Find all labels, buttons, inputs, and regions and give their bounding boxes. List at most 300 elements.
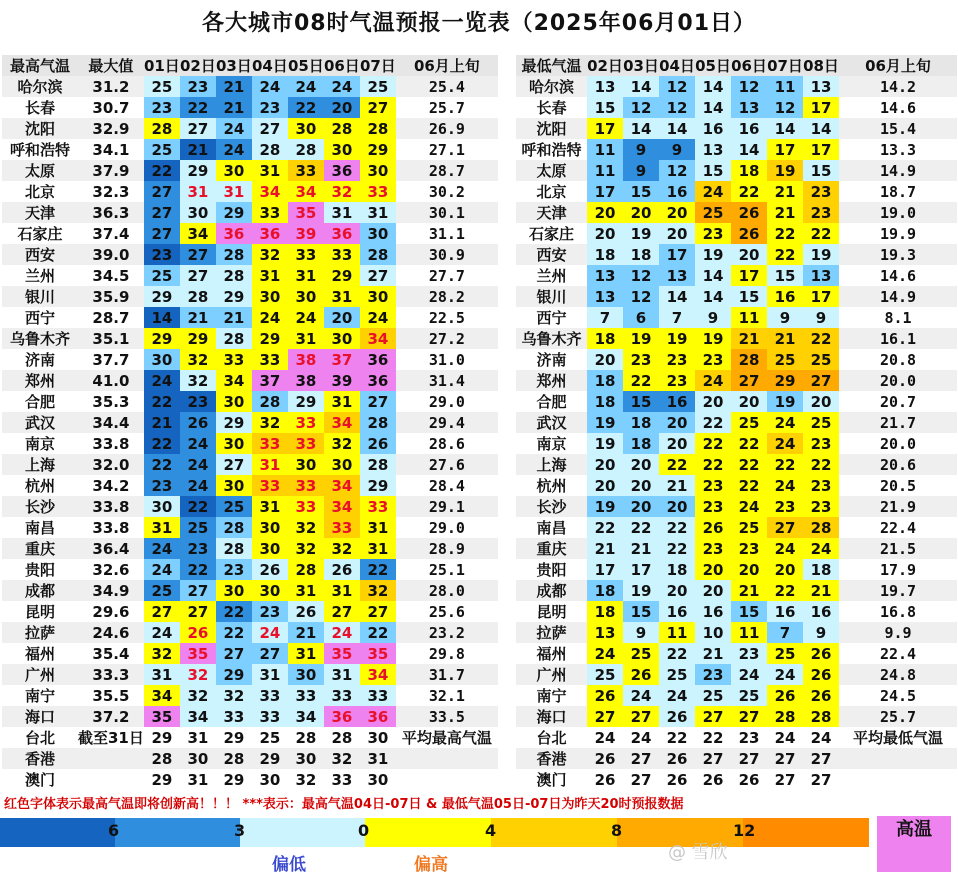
city-name: 西宁 xyxy=(2,307,78,328)
max-temp-cell: 20 xyxy=(324,97,360,118)
max-table-row xyxy=(2,160,498,181)
min-table-row xyxy=(516,139,957,160)
min-temp-cell: 20 xyxy=(731,559,767,580)
min-temp-cell: 27 xyxy=(587,706,623,727)
min-temp-cell: 16 xyxy=(659,181,695,202)
record-max-value: 34.2 xyxy=(78,475,144,496)
min-table-row xyxy=(516,412,957,433)
max-temp-cell: 30 xyxy=(288,286,324,307)
min-temp-cell: 18 xyxy=(587,370,623,391)
dekad-average: 25.7 xyxy=(839,706,957,727)
min-header-cell: 08日 xyxy=(803,57,839,75)
min-temp-cell: 20 xyxy=(695,559,731,580)
min-temp-cell: 22 xyxy=(767,454,803,475)
max-temp-cell: 32 xyxy=(252,244,288,265)
dekad-average: 20.5 xyxy=(839,475,957,496)
record-max-value: 37.9 xyxy=(78,160,144,181)
min-temp-cell: 26 xyxy=(731,202,767,223)
max-header-cell: 06月上旬 xyxy=(396,55,498,76)
min-temp-cell: 20 xyxy=(659,412,695,433)
min-temp-cell: 22 xyxy=(587,517,623,538)
max-temp-cell: 36 xyxy=(360,706,396,727)
max-temp-cell: 31 xyxy=(252,496,288,517)
max-temp-cell: 25 xyxy=(144,265,180,286)
min-temp-cell: 28 xyxy=(803,517,839,538)
min-temp-cell: 20 xyxy=(587,454,623,475)
dekad-average: 32.1 xyxy=(396,685,498,706)
min-temp-cell: 17 xyxy=(623,559,659,580)
city-name: 台北 xyxy=(516,727,587,748)
min-temp-cell: 24 xyxy=(695,181,731,202)
min-temp-cell: 17 xyxy=(587,559,623,580)
record-max-value: 32.6 xyxy=(78,559,144,580)
city-name: 拉萨 xyxy=(2,622,78,643)
min-temp-cell: 17 xyxy=(803,97,839,118)
min-temp-cell: 22 xyxy=(623,517,659,538)
min-temp-cell: 21 xyxy=(767,328,803,349)
dekad-average: 8.1 xyxy=(839,307,957,328)
min-temp-cell: 11 xyxy=(767,76,803,97)
max-temp-cell: 33 xyxy=(288,475,324,496)
min-temp-cell: 24 xyxy=(767,412,803,433)
max-temp-cell: 26 xyxy=(180,412,216,433)
max-temp-cell: 31 xyxy=(360,517,396,538)
max-temp-cell: 36 xyxy=(324,223,360,244)
min-temp-cell: 17 xyxy=(803,139,839,160)
min-temp-cell: 10 xyxy=(695,622,731,643)
min-temp-cell: 19 xyxy=(623,580,659,601)
max-temp-cell: 33 xyxy=(252,706,288,727)
max-table-row xyxy=(2,433,498,454)
max-temp-cell: 21 xyxy=(216,97,252,118)
min-temp-cell: 26 xyxy=(587,685,623,706)
legend-tick-12: 12 xyxy=(733,821,756,840)
legend-low-label: 偏低 xyxy=(272,855,306,875)
max-temp-cell: 31 xyxy=(360,202,396,223)
dekad-average: 14.6 xyxy=(839,97,957,118)
max-temp-cell: 35 xyxy=(180,643,216,664)
max-temp-cell: 31 xyxy=(360,748,396,769)
max-temp-cell: 29 xyxy=(144,769,180,790)
max-table-row xyxy=(2,181,498,202)
min-temp-cell: 27 xyxy=(623,748,659,769)
city-name: 济南 xyxy=(516,349,587,370)
max-header-cell: 05日 xyxy=(287,57,324,75)
dekad-average: 25.1 xyxy=(396,559,498,580)
max-temp-cell: 35 xyxy=(288,202,324,223)
dekad-average: 19.0 xyxy=(839,202,957,223)
dekad-average: 17.9 xyxy=(839,559,957,580)
max-temp-cell: 30 xyxy=(252,286,288,307)
min-temp-cell: 11 xyxy=(731,622,767,643)
record-max-value: 37.7 xyxy=(78,349,144,370)
dekad-average: 19.9 xyxy=(839,223,957,244)
dekad-average: 22.4 xyxy=(839,643,957,664)
city-name: 成都 xyxy=(516,580,587,601)
min-temp-cell: 26 xyxy=(731,769,767,790)
min-temp-cell: 19 xyxy=(803,244,839,265)
max-temp-cell: 36 xyxy=(360,349,396,370)
record-max-value: 39.0 xyxy=(78,244,144,265)
max-temp-cell: 25 xyxy=(144,139,180,160)
city-name: 银川 xyxy=(2,286,78,307)
max-temp-cell: 27 xyxy=(144,181,180,202)
min-temp-cell: 15 xyxy=(731,601,767,622)
min-table-row xyxy=(516,76,957,97)
record-max-value: 35.3 xyxy=(78,391,144,412)
min-temp-cell: 13 xyxy=(695,139,731,160)
max-header-row xyxy=(2,55,498,76)
record-max-value: 41.0 xyxy=(78,370,144,391)
min-temp-cell: 24 xyxy=(767,433,803,454)
min-temp-cell: 23 xyxy=(803,496,839,517)
city-name: 郑州 xyxy=(516,370,587,391)
legend-tick-3: 3 xyxy=(234,821,246,840)
city-name: 天津 xyxy=(2,202,78,223)
dekad-average: 平均最高气温 xyxy=(396,727,498,748)
min-temp-cell: 18 xyxy=(731,160,767,181)
min-temp-cell: 24 xyxy=(803,727,839,748)
min-temp-cell: 23 xyxy=(803,433,839,454)
min-temp-cell: 18 xyxy=(587,601,623,622)
min-temp-cell: 23 xyxy=(803,181,839,202)
city-name: 昆明 xyxy=(2,601,78,622)
max-temp-cell: 33 xyxy=(324,685,360,706)
min-temp-cell: 13 xyxy=(803,76,839,97)
max-temp-cell: 33 xyxy=(216,349,252,370)
min-temp-cell: 26 xyxy=(659,706,695,727)
city-name: 北京 xyxy=(516,181,587,202)
dekad-average: 20.0 xyxy=(839,433,957,454)
min-temp-cell: 21 xyxy=(767,202,803,223)
dekad-average: 16.1 xyxy=(839,328,957,349)
min-temp-cell: 9 xyxy=(767,307,803,328)
city-name: 兰州 xyxy=(516,265,587,286)
max-temp-cell: 28 xyxy=(252,139,288,160)
min-temp-cell: 20 xyxy=(587,202,623,223)
min-table-row xyxy=(516,97,957,118)
min-temp-cell: 28 xyxy=(803,706,839,727)
max-temp-cell: 27 xyxy=(360,97,396,118)
min-temp-cell: 18 xyxy=(587,328,623,349)
min-temp-cell: 23 xyxy=(803,202,839,223)
min-temp-cell: 22 xyxy=(695,727,731,748)
min-temp-cell: 20 xyxy=(587,223,623,244)
max-table-row xyxy=(2,475,498,496)
max-temp-cell: 32 xyxy=(144,643,180,664)
max-temp-cell: 31 xyxy=(324,391,360,412)
min-temp-cell: 25 xyxy=(803,349,839,370)
dekad-average: 13.3 xyxy=(839,139,957,160)
min-temp-cell: 12 xyxy=(731,76,767,97)
min-table-row xyxy=(516,622,957,643)
dekad-average: 29.8 xyxy=(396,643,498,664)
min-temp-cell: 14 xyxy=(731,139,767,160)
max-temp-cell: 31 xyxy=(180,727,216,748)
max-temp-cell: 30 xyxy=(360,223,396,244)
min-temp-cell: 20 xyxy=(587,349,623,370)
min-temp-cell: 13 xyxy=(587,265,623,286)
min-temp-cell: 27 xyxy=(803,370,839,391)
max-temp-cell: 30 xyxy=(324,328,360,349)
max-temp-cell: 32 xyxy=(252,412,288,433)
city-name: 南昌 xyxy=(2,517,78,538)
max-temp-cell: 34 xyxy=(324,412,360,433)
max-temp-cell: 28 xyxy=(216,328,252,349)
max-table-row xyxy=(2,391,498,412)
max-temp-cell: 24 xyxy=(216,118,252,139)
dekad-average: 20.0 xyxy=(839,370,957,391)
max-temp-cell: 31 xyxy=(288,265,324,286)
max-temp-cell: 31 xyxy=(180,769,216,790)
max-temp-cell: 30 xyxy=(180,748,216,769)
min-temp-cell: 24 xyxy=(767,727,803,748)
min-temp-cell: 26 xyxy=(659,769,695,790)
min-temp-cell: 17 xyxy=(803,286,839,307)
max-temp-cell: 37 xyxy=(252,370,288,391)
max-temp-cell: 27 xyxy=(252,118,288,139)
min-temp-cell: 27 xyxy=(731,706,767,727)
max-temp-cell: 23 xyxy=(180,76,216,97)
legend-band-above-12 xyxy=(743,818,869,847)
min-temp-cell: 27 xyxy=(623,706,659,727)
record-max-value: 35.4 xyxy=(78,643,144,664)
min-temp-cell: 15 xyxy=(623,391,659,412)
city-name: 天津 xyxy=(516,202,587,223)
max-table-row xyxy=(2,643,498,664)
max-temp-cell: 25 xyxy=(180,517,216,538)
dekad-average: 28.6 xyxy=(396,433,498,454)
city-name: 长春 xyxy=(516,97,587,118)
max-temp-cell: 24 xyxy=(144,538,180,559)
max-temp-cell: 22 xyxy=(360,622,396,643)
min-temp-cell: 17 xyxy=(731,265,767,286)
min-temp-cell: 13 xyxy=(803,265,839,286)
city-name: 香港 xyxy=(516,748,587,769)
max-temp-cell: 30 xyxy=(216,391,252,412)
max-header-cell: 03日 xyxy=(215,57,252,75)
min-temp-cell: 26 xyxy=(803,664,839,685)
city-name: 呼和浩特 xyxy=(516,139,587,160)
max-temp-cell: 33 xyxy=(288,160,324,181)
max-table-row xyxy=(2,622,498,643)
max-temp-cell: 36 xyxy=(324,160,360,181)
legend-band-below-3 xyxy=(115,818,240,847)
max-temp-cell: 30 xyxy=(252,580,288,601)
min-temp-cell: 22 xyxy=(731,181,767,202)
min-temp-cell: 19 xyxy=(767,160,803,181)
max-table-row xyxy=(2,307,498,328)
city-name: 武汉 xyxy=(2,412,78,433)
max-temp-cell: 22 xyxy=(288,97,324,118)
city-name: 澳门 xyxy=(516,769,587,790)
dekad-average: 14.2 xyxy=(839,76,957,97)
max-temp-cell: 24 xyxy=(252,307,288,328)
max-temp-cell: 31 xyxy=(252,265,288,286)
max-table-row xyxy=(2,97,498,118)
max-temp-cell: 32 xyxy=(324,538,360,559)
max-temp-cell: 31 xyxy=(216,181,252,202)
dekad-average: 33.5 xyxy=(396,706,498,727)
min-temp-cell: 22 xyxy=(659,538,695,559)
min-table-row xyxy=(516,601,957,622)
min-temp-cell: 23 xyxy=(623,349,659,370)
city-name: 昆明 xyxy=(516,601,587,622)
record-max-value xyxy=(78,769,144,790)
min-temp-cell: 22 xyxy=(767,244,803,265)
min-temp-cell: 14 xyxy=(695,265,731,286)
city-name: 重庆 xyxy=(516,538,587,559)
min-temp-cell: 9 xyxy=(623,160,659,181)
max-temp-cell: 33 xyxy=(360,496,396,517)
min-table-row xyxy=(516,559,957,580)
max-table-row xyxy=(2,370,498,391)
min-temp-cell: 18 xyxy=(587,391,623,412)
min-temp-cell: 21 xyxy=(659,475,695,496)
min-temp-cell: 26 xyxy=(587,769,623,790)
max-temp-cell: 28 xyxy=(360,454,396,475)
max-temp-cell: 22 xyxy=(216,622,252,643)
max-temp-cell: 36 xyxy=(216,223,252,244)
city-name: 呼和浩特 xyxy=(2,139,78,160)
max-temp-cell: 29 xyxy=(144,727,180,748)
max-temp-cell: 21 xyxy=(144,412,180,433)
max-table-row xyxy=(2,601,498,622)
max-temp-cell: 21 xyxy=(216,307,252,328)
max-temp-cell: 30 xyxy=(180,202,216,223)
min-temp-cell: 17 xyxy=(587,118,623,139)
max-temp-cell: 33 xyxy=(360,685,396,706)
min-temp-cell: 25 xyxy=(803,412,839,433)
max-temp-cell: 24 xyxy=(180,454,216,475)
min-temp-cell: 23 xyxy=(695,538,731,559)
dekad-average: 30.2 xyxy=(396,181,498,202)
max-temp-cell: 32 xyxy=(360,580,396,601)
dekad-average: 27.6 xyxy=(396,454,498,475)
max-temp-cell: 25 xyxy=(216,496,252,517)
max-temp-cell: 30 xyxy=(288,454,324,475)
min-temp-cell: 18 xyxy=(623,433,659,454)
max-temp-cell: 30 xyxy=(216,160,252,181)
min-temp-cell: 9 xyxy=(623,622,659,643)
max-temp-cell: 34 xyxy=(144,685,180,706)
max-temp-cell: 28 xyxy=(324,118,360,139)
min-temp-cell: 21 xyxy=(803,580,839,601)
dekad-average: 19.7 xyxy=(839,580,957,601)
min-temp-cell: 14 xyxy=(695,286,731,307)
dekad-average xyxy=(839,769,957,790)
legend-band-below-6 xyxy=(0,818,115,847)
legend-tick-6: 6 xyxy=(108,821,120,840)
max-temp-cell: 25 xyxy=(252,727,288,748)
max-temp-table xyxy=(2,55,498,790)
dekad-average: 14.9 xyxy=(839,160,957,181)
min-temp-cell: 24 xyxy=(767,664,803,685)
min-temp-cell: 14 xyxy=(803,118,839,139)
city-name: 哈尔滨 xyxy=(2,76,78,97)
max-temp-cell: 31 xyxy=(324,664,360,685)
min-temp-cell: 26 xyxy=(623,664,659,685)
max-temp-cell: 22 xyxy=(144,160,180,181)
min-temp-cell: 21 xyxy=(587,538,623,559)
max-header-cell: 04日 xyxy=(251,57,288,75)
dekad-average: 28.9 xyxy=(396,538,498,559)
record-max-value: 31.2 xyxy=(78,76,144,97)
min-temp-cell: 23 xyxy=(695,664,731,685)
max-temp-cell: 30 xyxy=(252,538,288,559)
legend-tick-4: 4 xyxy=(485,821,497,840)
min-temp-cell: 26 xyxy=(587,748,623,769)
max-temp-cell: 22 xyxy=(180,496,216,517)
max-header-cell: 01日 xyxy=(143,57,180,75)
dekad-average: 31.4 xyxy=(396,370,498,391)
max-temp-cell: 34 xyxy=(360,328,396,349)
city-name: 西安 xyxy=(2,244,78,265)
max-table-row xyxy=(2,664,498,685)
city-name: 石家庄 xyxy=(2,223,78,244)
min-table-row xyxy=(516,643,957,664)
max-temp-cell: 35 xyxy=(360,643,396,664)
dekad-average: 22.4 xyxy=(839,517,957,538)
min-temp-cell: 22 xyxy=(731,433,767,454)
min-temp-cell: 27 xyxy=(803,748,839,769)
record-max-value: 34.4 xyxy=(78,412,144,433)
max-temp-cell: 29 xyxy=(252,328,288,349)
min-temp-cell: 14 xyxy=(695,76,731,97)
footnote: 红色字体表示最高气温即将创新高！！！ ***表示：最高气温04日-07日 & 最低气温05日-07日为昨天20时预报数据 xyxy=(4,797,684,812)
max-temp-cell: 25 xyxy=(144,580,180,601)
min-temp-cell: 16 xyxy=(659,391,695,412)
record-max-value: 33.8 xyxy=(78,496,144,517)
min-temp-cell: 25 xyxy=(587,664,623,685)
max-table-row xyxy=(2,139,498,160)
max-table-row xyxy=(2,559,498,580)
dekad-average: 20.7 xyxy=(839,391,957,412)
city-name: 长春 xyxy=(2,97,78,118)
max-temp-cell: 24 xyxy=(180,433,216,454)
min-temp-cell: 20 xyxy=(623,475,659,496)
min-temp-cell: 21 xyxy=(623,538,659,559)
max-temp-cell: 25 xyxy=(144,76,180,97)
min-temp-cell: 24 xyxy=(803,538,839,559)
record-max-value: 34.1 xyxy=(78,139,144,160)
min-temp-cell: 11 xyxy=(731,307,767,328)
min-header-cell: 02日 xyxy=(587,57,623,75)
max-temp-cell: 25 xyxy=(360,76,396,97)
record-max-value: 33.8 xyxy=(78,433,144,454)
min-temp-cell: 14 xyxy=(767,118,803,139)
city-name: 南京 xyxy=(2,433,78,454)
color-legend xyxy=(0,815,958,877)
min-temp-cell: 23 xyxy=(695,475,731,496)
min-temp-cell: 7 xyxy=(767,622,803,643)
max-temp-cell: 31 xyxy=(288,328,324,349)
min-temp-cell: 19 xyxy=(623,328,659,349)
max-temp-cell: 32 xyxy=(288,517,324,538)
city-name: 广州 xyxy=(516,664,587,685)
max-table-row xyxy=(2,727,498,748)
min-temp-cell: 12 xyxy=(623,97,659,118)
min-temp-cell: 19 xyxy=(695,244,731,265)
min-temp-cell: 26 xyxy=(695,517,731,538)
record-max-value: 34.9 xyxy=(78,580,144,601)
city-name: 郑州 xyxy=(2,370,78,391)
min-temp-cell: 22 xyxy=(695,454,731,475)
record-max-value xyxy=(78,748,144,769)
min-temp-cell: 20 xyxy=(659,580,695,601)
min-temp-cell: 15 xyxy=(803,160,839,181)
min-temp-cell: 16 xyxy=(731,118,767,139)
